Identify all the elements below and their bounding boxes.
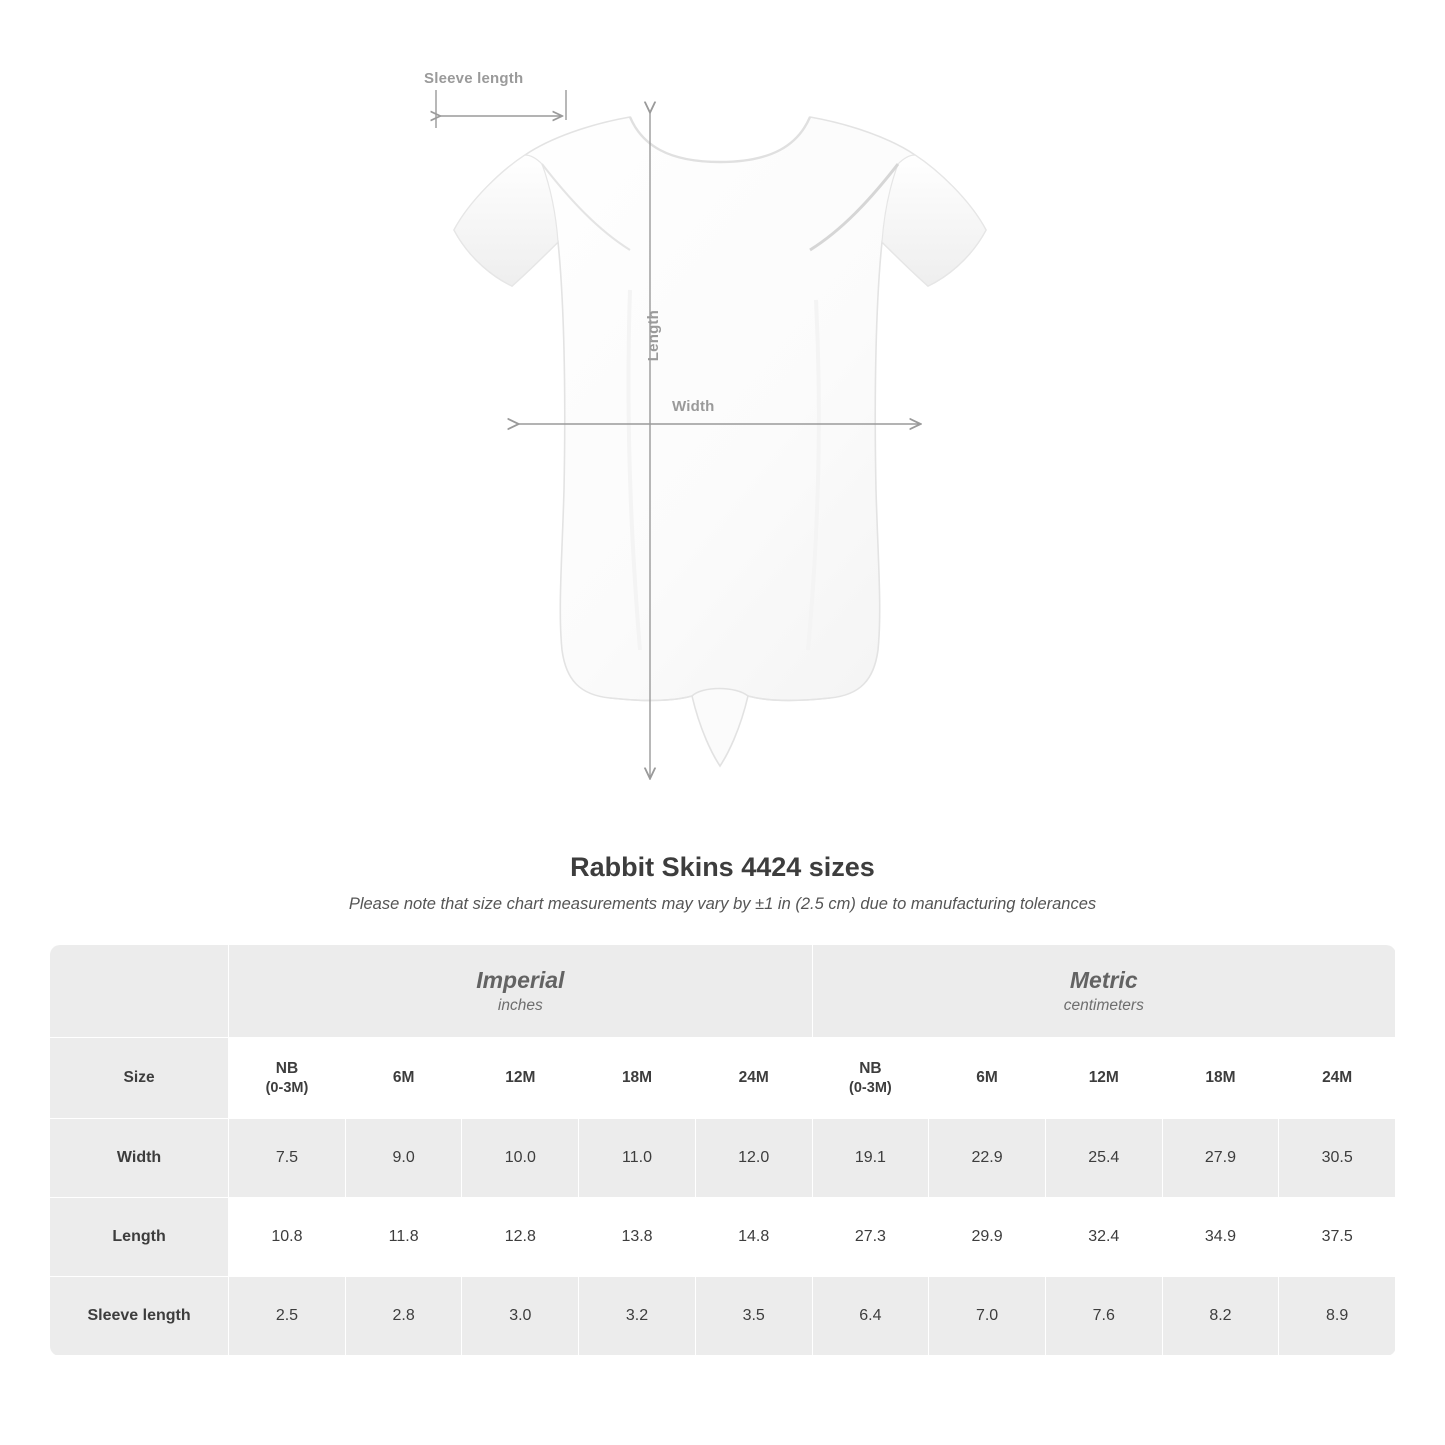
- title-block: [0, 852, 1445, 914]
- cell-length-imperial-12m: 12.8: [462, 1198, 579, 1277]
- cell-sleeve-metric-6m: 7.0: [929, 1277, 1046, 1356]
- column-header-metric-6m: 6M: [929, 1038, 1046, 1119]
- column-header-sub: (0-3M): [265, 1079, 309, 1096]
- cell-sleeve-imperial-nb: 2.5: [229, 1277, 346, 1356]
- unit-group-metric-sub: centimeters: [1063, 996, 1144, 1014]
- size-chart-table-wrap: [49, 944, 1396, 1356]
- cell-width-imperial-18m: 11.0: [579, 1119, 696, 1198]
- cell-width-metric-6m: 22.9: [929, 1119, 1046, 1198]
- cell-width-imperial-6m: 9.0: [345, 1119, 462, 1198]
- column-header-size: Size: [50, 1038, 229, 1119]
- row-label-sleeve-length: Sleeve length: [50, 1277, 229, 1356]
- unit-group-imperial-sub: inches: [497, 996, 543, 1014]
- cell-length-metric-nb: 27.3: [812, 1198, 929, 1277]
- cell-width-metric-18m: 27.9: [1162, 1119, 1279, 1198]
- chart-title: Rabbit Skins 4424 sizes: [570, 852, 875, 882]
- sleeve-length-label: Sleeve length: [424, 70, 524, 87]
- cell-sleeve-metric-nb: 6.4: [812, 1277, 929, 1356]
- cell-sleeve-imperial-12m: 3.0: [462, 1277, 579, 1356]
- cell-width-metric-12m: 25.4: [1045, 1119, 1162, 1198]
- column-header-metric-12m: 12M: [1045, 1038, 1162, 1119]
- column-header-imperial-6m: 6M: [345, 1038, 462, 1119]
- column-header-row: [50, 1038, 1396, 1119]
- cell-sleeve-metric-24m: 8.9: [1279, 1277, 1396, 1356]
- cell-length-metric-6m: 29.9: [929, 1198, 1046, 1277]
- column-header-metric-24m: 24M: [1279, 1038, 1396, 1119]
- column-header-metric-18m: 18M: [1162, 1038, 1279, 1119]
- cell-sleeve-imperial-18m: 3.2: [579, 1277, 696, 1356]
- column-header-label: NB: [859, 1059, 882, 1077]
- cell-width-metric-24m: 30.5: [1279, 1119, 1396, 1198]
- column-header-sub: (0-3M): [849, 1079, 892, 1096]
- cell-sleeve-metric-12m: 7.6: [1045, 1277, 1162, 1356]
- column-header-imperial-18m: 18M: [579, 1038, 696, 1119]
- unit-group-metric: [812, 945, 1395, 1038]
- cell-length-imperial-nb: 10.8: [229, 1198, 346, 1277]
- cell-width-imperial-nb: 7.5: [229, 1119, 346, 1198]
- cell-length-imperial-18m: 13.8: [579, 1198, 696, 1277]
- unit-header-row: [50, 945, 1396, 1038]
- cell-length-metric-18m: 34.9: [1162, 1198, 1279, 1277]
- cell-length-metric-24m: 37.5: [1279, 1198, 1396, 1277]
- unit-group-metric-name: Metric: [1069, 966, 1138, 993]
- cell-length-metric-12m: 32.4: [1045, 1198, 1162, 1277]
- cell-width-metric-nb: 19.1: [812, 1119, 929, 1198]
- cell-sleeve-metric-18m: 8.2: [1162, 1277, 1279, 1356]
- row-label-length: Length: [50, 1198, 229, 1277]
- cell-width-imperial-12m: 10.0: [462, 1119, 579, 1198]
- cell-sleeve-imperial-6m: 2.8: [345, 1277, 462, 1356]
- width-label: Width: [672, 398, 715, 415]
- size-chart-table: [49, 944, 1396, 1356]
- column-header-metric-nb: [812, 1038, 929, 1119]
- table-row: [50, 1198, 1396, 1277]
- column-header-imperial-24m: 24M: [695, 1038, 812, 1119]
- table-row: [50, 1119, 1396, 1198]
- cell-length-imperial-24m: 14.8: [695, 1198, 812, 1277]
- column-header-imperial-12m: 12M: [462, 1038, 579, 1119]
- cell-width-imperial-24m: 12.0: [695, 1119, 812, 1198]
- length-label: Length: [645, 310, 662, 362]
- column-header-imperial-nb: [229, 1038, 346, 1119]
- row-label-width: Width: [50, 1119, 229, 1198]
- unit-header-corner: [50, 945, 229, 1038]
- column-header-label: NB: [275, 1059, 299, 1077]
- cell-sleeve-imperial-24m: 3.5: [695, 1277, 812, 1356]
- unit-group-imperial-name: Imperial: [476, 966, 565, 993]
- unit-group-imperial: [229, 945, 812, 1038]
- cell-length-imperial-6m: 11.8: [345, 1198, 462, 1277]
- chart-note: Please note that size chart measurements may vary by ±1 in (2.5 cm) due to manufacturing tolerances: [348, 895, 1097, 913]
- table-row: [50, 1277, 1396, 1356]
